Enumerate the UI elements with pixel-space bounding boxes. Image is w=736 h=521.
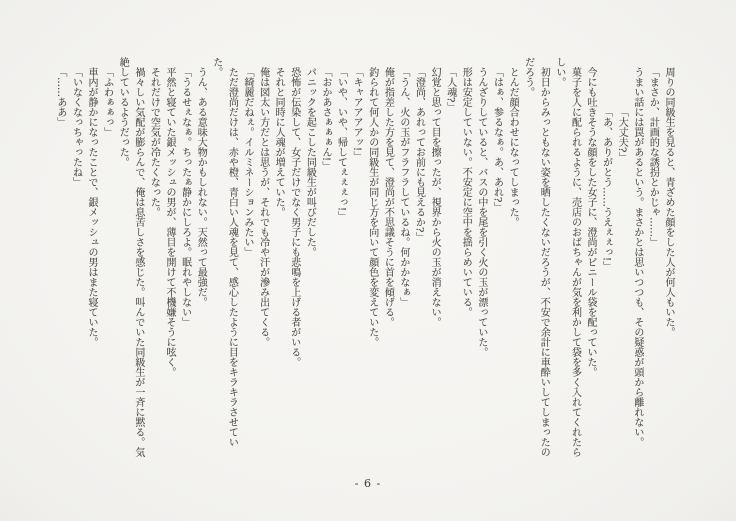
paragraph: 今にも吐きそうな顔をした女子に、澄尚がビニール袋を配っていた。 xyxy=(585,67,597,377)
paragraph: 「おかあさぁぁぁん!」 xyxy=(319,67,331,172)
paragraph: 「はぁ、参るなぁ。あ、あれ?」 xyxy=(491,67,503,213)
paragraph: うんざりしていると、バスの中を尾を引く火の玉が漂っていた。 xyxy=(475,67,487,357)
paragraph: パニックを起こした同級生が叫びだした。 xyxy=(304,67,316,257)
paragraph: 「ふわぁぁっ」 xyxy=(101,67,113,137)
paragraph: 平然と寝ていた銀メッシュの男が、薄目を開けて不機嫌そうに呟く。 xyxy=(164,67,175,377)
paragraph: 俺は図太い方だとは思うが、それでも冷や汗が滲み出てくる。 xyxy=(257,67,269,347)
paragraph: 「まさか、計画的な誘拐とかじゃ……」 xyxy=(647,67,659,247)
paragraph: 釣られて何人かの同級生が同じ方を向いて顔色を変えていた。 xyxy=(366,67,378,347)
paragraph: 「澄尚、あれってお前にも見えるか?」 xyxy=(413,67,425,243)
paragraph: ただ澄尚だけは、赤や橙、青白い人魂を見て、感心したように目をキラキラさせていた。 xyxy=(210,57,238,447)
paragraph: 「綺麗だねぇ。イルミネーションみたい」 xyxy=(241,67,253,257)
paragraph: 禍々しい気配が膨らんで、俺は息苦しさを感じた。叫んでいた同級生が一斉に黙る。気絶しているようだった。 xyxy=(117,57,144,457)
paragraph: それと同時に人魂が増えていた。 xyxy=(273,67,285,217)
paragraph: とんだ顔合わせになってしまった。 xyxy=(507,67,519,227)
page-number: - 6 - xyxy=(354,477,382,490)
paragraph: それだけで空気が冷たくなった。 xyxy=(148,67,160,217)
paragraph: 幻覚と思って目を擦ったが、視界から火の玉が消えない。 xyxy=(429,67,441,327)
paragraph: 菓子を人に配られるように、売店のおばちゃんが気を利かして袋を多く入れてくれたらしい。 xyxy=(553,57,581,457)
paragraph: 「大丈夫?」 xyxy=(616,107,628,163)
paragraph: 初日からみっともない姿を晒したくないだろうが、不安で余計に車酔いしてしまったのだろう。 xyxy=(522,57,550,457)
paragraph: 形は安定していない。不安定に空中を揺らめいている。 xyxy=(460,67,472,317)
paragraph: 「うん、火の玉がフラフラしているね。何かかなぁ」 xyxy=(397,67,409,307)
paragraph: うん、ある意味大物かもしれない。天然って最強だ。 xyxy=(195,67,207,307)
paragraph: うまい話には罠があるという。まさかとは思いつつも、その疑惑が頭から離れない。 xyxy=(631,67,643,447)
paragraph: 「人魂?」 xyxy=(444,67,456,113)
paragraph: 「いや、いや、帰してぇぇぇっ!」 xyxy=(335,67,347,222)
paragraph: 車内が静かになったことで、銀メッシュの男はまた寝ていた。 xyxy=(86,67,98,347)
paragraph: 周りの同級生を見ると、青ざめた顔をした人が何人もいた。 xyxy=(663,67,674,337)
paragraph: 恐怖が伝染して、女子だけでなく男子にも悲鳴を上げる者がいる。 xyxy=(288,67,300,367)
paragraph: 「いなくなっちゃったね」 xyxy=(70,67,82,187)
paragraph: 「キャアアアアッ!」 xyxy=(351,67,363,162)
paragraph: 「……ああ」 xyxy=(54,67,66,127)
paragraph: 「うるせぇなぁ。ちったぁ静かにしろよ。眠れやしない」 xyxy=(179,67,191,327)
paragraph: 「あ、ありがとう……うえぇぇっ!」 xyxy=(600,107,612,272)
paragraph: 俺が指差した方を見て、澄尚が不思議そうに首を傾げる。 xyxy=(382,67,394,327)
vertical-body-text xyxy=(44,57,676,459)
